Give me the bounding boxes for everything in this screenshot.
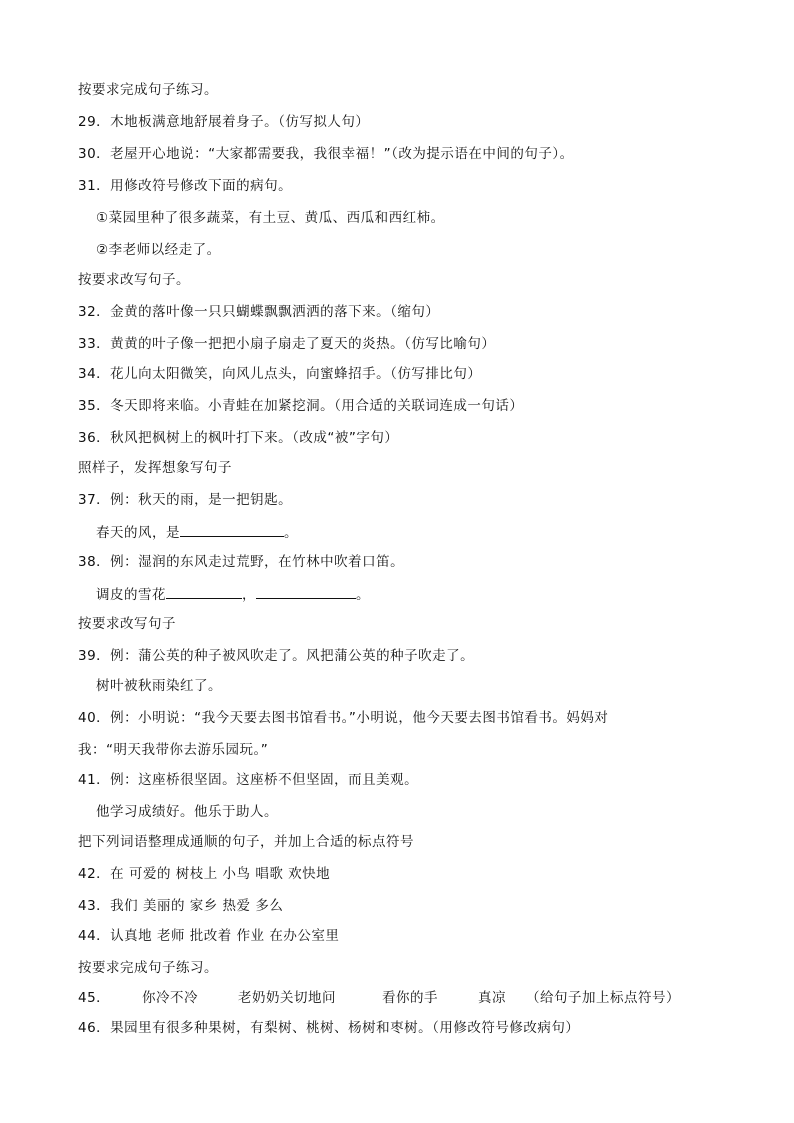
section-heading: 把下列词语整理成通顺的句子，并加上合适的标点符号 [78,834,414,850]
question-45 [78,988,680,1008]
question-33: 33．黄黄的叶子像一把把小扇子扇走了夏天的炎热。（仿写比喻句） [78,336,496,352]
question-31-item-2: ②李老师以经走了。 [96,242,221,258]
question-31-item-1: ①菜园里种了很多蔬菜，有土豆、黄瓜、西瓜和西红柿。 [96,210,445,226]
question-36: 36．秋风把枫树上的枫叶打下来。（改成“被”字句） [78,430,399,446]
question-38-answer [96,584,370,605]
question-44: 44．认真地 老师 批改着 作业 在办公室里 [78,928,340,944]
question-40-line-1: 40．例：小明说：“我今天要去图书馆看书。”小明说，他今天要去图书馆看书。妈妈对 [78,710,609,726]
question-41-item: 他学习成绩好。他乐于助人。 [96,804,278,820]
question-37-answer [96,522,298,543]
answer-prefix: 春天的风，是 [96,525,180,541]
question-41: 41．例：这座桥很坚固。这座桥不但坚固，而且美观。 [78,772,419,788]
section-heading: 按要求完成句子练习。 [78,960,218,976]
answer-blank[interactable] [256,584,356,599]
question-31: 31．用修改符号修改下面的病句。 [78,178,293,194]
phrase: 看你的手 [382,990,438,1006]
answer-suffix: 。 [356,587,370,603]
question-38: 38．例：湿润的东风走过荒野，在竹林中吹着口笛。 [78,554,405,570]
question-34: 34．花儿向太阳微笑，向风儿点头，向蜜蜂招手。（仿写排比句） [78,366,482,382]
question-35: 35．冬天即将来临。小青蛙在加紧挖洞。（用合适的关联词连成一句话） [78,398,524,414]
question-46: 46．果园里有很多种果树，有梨树、桃树、杨树和枣树。（用修改符号修改病句） [78,1020,580,1036]
question-30: 30．老屋开心地说：“大家都需要我，我很幸福！”（改为提示语在中间的句子）。 [78,146,574,162]
section-heading: 按要求改写句子 [78,616,176,632]
question-42: 42．在 可爱的 树枝上 小鸟 唱歌 欢快地 [78,866,331,882]
question-43: 43．我们 美丽的 家乡 热爱 多么 [78,898,284,914]
answer-separator: ， [242,587,256,603]
answer-blank[interactable] [166,584,242,599]
phrase: 真凉 [478,990,506,1006]
answer-prefix: 调皮的雪花 [96,587,166,603]
question-40-line-2: 我：“明天我带你去游乐园玩。” [78,742,269,758]
phrase: 老奶奶关切地问 [238,990,336,1006]
answer-suffix: 。 [284,525,298,541]
question-number: 45． [78,990,111,1006]
section-heading: 照样子，发挥想象写句子 [78,460,232,476]
question-29: 29．木地板满意地舒展着身子。（仿写拟人句） [78,114,370,130]
question-32: 32．金黄的落叶像一只只蝴蝶飘飘洒洒的落下来。（缩句） [78,304,440,320]
question-37: 37．例：秋天的雨，是一把钥匙。 [78,492,293,508]
question-39: 39．例：蒲公英的种子被风吹走了。风把蒲公英的种子吹走了。 [78,648,475,664]
section-heading: 按要求改写句子。 [78,272,190,288]
instruction: （给句子加上标点符号） [526,990,680,1006]
answer-blank[interactable] [180,522,284,537]
section-heading: 按要求完成句子练习。 [78,82,218,98]
phrase: 你冷不冷 [142,990,198,1006]
question-39-item: 树叶被秋雨染红了。 [96,678,222,694]
